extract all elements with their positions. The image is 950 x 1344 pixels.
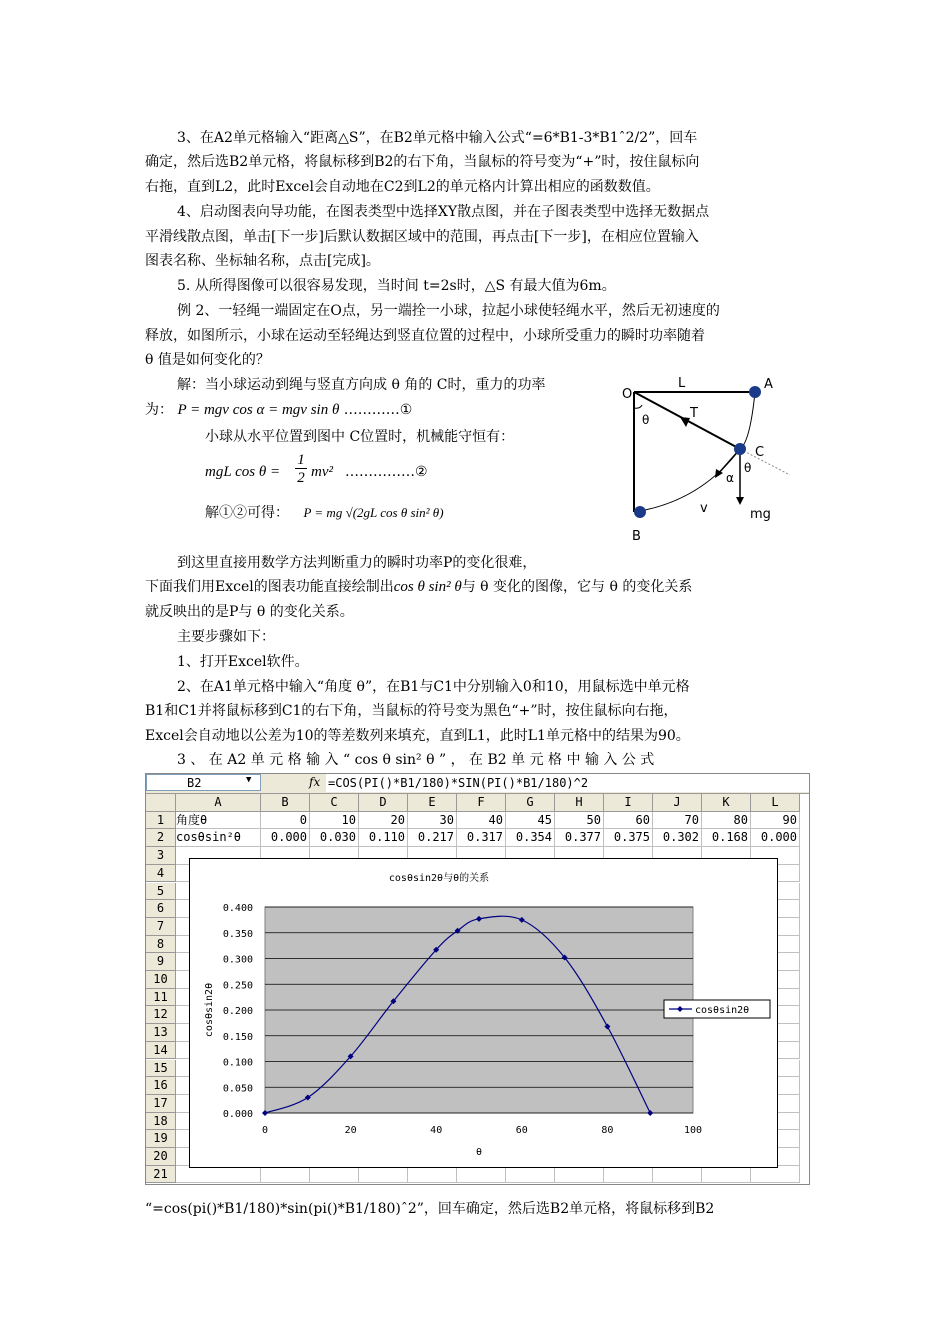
y-tick-label-4: 0.200	[222, 1006, 253, 1017]
row-header-15[interactable]: 15	[146, 1060, 176, 1078]
row-header-18[interactable]: 18	[146, 1113, 176, 1131]
label-b: B	[632, 529, 641, 544]
para-difficulty-line2	[145, 577, 692, 597]
row-header-20[interactable]: 20	[146, 1148, 176, 1166]
x-tick-label-1: 20	[344, 1125, 357, 1136]
x-tick-label-4: 80	[601, 1125, 614, 1136]
y-tick-label-7: 0.350	[222, 928, 253, 940]
row-header-14[interactable]: 14	[146, 1042, 176, 1060]
column-header-K[interactable]: K	[702, 794, 751, 812]
label-a: A	[764, 377, 773, 392]
row-header-13[interactable]: 13	[146, 1024, 176, 1042]
column-header-B[interactable]: B	[261, 794, 310, 812]
cell-H2[interactable]: 0.377	[555, 829, 604, 847]
column-header-C[interactable]: C	[310, 794, 359, 812]
ball-a	[749, 386, 761, 398]
column-header-L[interactable]: L	[751, 794, 800, 812]
column-header-J[interactable]: J	[653, 794, 702, 812]
row-header-8[interactable]: 8	[146, 936, 176, 954]
para-s3-line1: 3 、 在 A2 单 元 格 输 入 “ cos θ sin² θ ” ， 在 B2 单 元 格 中 输 入 公 式	[177, 752, 655, 768]
cell-J2[interactable]: 0.302	[653, 829, 702, 847]
row-header-9[interactable]: 9	[146, 953, 176, 971]
y-tick-label-2: 0.100	[222, 1057, 253, 1069]
label-v: v	[700, 501, 708, 516]
formula-input[interactable]: =COS(PI()*B1/180)*SIN(PI()*B1/180)^2	[326, 774, 810, 792]
row-header-11[interactable]: 11	[146, 989, 176, 1007]
label-o: O	[622, 387, 633, 402]
row-header-16[interactable]: 16	[146, 1077, 176, 1095]
cell-C1[interactable]: 10	[310, 812, 359, 830]
row-header-21[interactable]: 21	[146, 1166, 176, 1184]
cell-K1[interactable]: 80	[702, 812, 751, 830]
gravity-arrowhead	[736, 497, 744, 505]
legend-label: cosθsin2θ	[695, 1005, 750, 1016]
ball-b	[634, 506, 646, 518]
x-tick-label-3: 60	[515, 1125, 528, 1136]
cell-I1[interactable]: 60	[604, 812, 653, 830]
ball-c	[734, 443, 746, 455]
name-box-dropdown-icon[interactable]: ▼	[246, 775, 252, 785]
para-step3-line2: 确定，然后选B2单元格，将鼠标移到B2的右下角，当鼠标的符号变为“+”时，按住鼠标向	[145, 154, 700, 170]
row-header-10[interactable]: 10	[146, 971, 176, 989]
y-tick-label-0: 0.000	[222, 1109, 253, 1120]
row-header-17[interactable]: 17	[146, 1095, 176, 1113]
para-s2-line3: Excel会自动地以公差为10的等差数列来填充，直到L1，此时L1单元格中的结果为90。	[145, 728, 690, 744]
para-s3-line2: “=cos(pi()*B1/180)*sin(pi()*B1/180)ˆ2”，回车确定，然后选B2单元格，将鼠标移到B2	[145, 1201, 715, 1217]
chart-area[interactable]	[189, 858, 778, 1168]
equation-2-marker: ……………②	[345, 464, 428, 480]
equation-3: P = mg √(2gL cos θ sin² θ)	[303, 505, 444, 520]
row-header-1[interactable]: 1	[146, 812, 176, 830]
x-tick-label-5: 100	[683, 1125, 703, 1136]
para-step5: 5. 从所得图像可以很容易发现，当时间 t=2s时，△S 有最大值为6m。	[177, 278, 616, 294]
theta-arc	[634, 405, 642, 408]
para-step4-line2: 平滑线散点图，单击[下一步]后默认数据区域中的范围，再点击[下一步]，在相应位置输入	[145, 229, 699, 245]
row-header-12[interactable]: 12	[146, 1006, 176, 1024]
para-example2-line1: 例 2、一轻绳一端固定在O点，另一端拴一小球，拉起小球使轻绳水平，然后无初速度的	[177, 303, 720, 319]
y-tick-label-3: 0.150	[222, 1031, 253, 1043]
y-tick-label-5: 0.250	[222, 980, 253, 992]
para-difficulty-line1: 到这里直接用数学方法判断重力的瞬时功率P的变化很难，	[177, 555, 537, 571]
cell-C2[interactable]: 0.030	[310, 829, 359, 847]
column-header-A[interactable]: A	[176, 794, 261, 812]
para-s2-line1: 2、在A1单元格中输入“角度 θ”，在B1与C1中分别输入0和10，用鼠标选中单元格	[177, 679, 690, 695]
row-header-5[interactable]: 5	[146, 883, 176, 901]
cell-K2[interactable]: 0.168	[702, 829, 751, 847]
label-theta-top: θ	[642, 413, 650, 427]
select-all-corner[interactable]	[146, 794, 176, 812]
cell-F2[interactable]: 0.317	[457, 829, 506, 847]
pendulum-diagram	[620, 372, 810, 547]
cell-E2[interactable]: 0.217	[408, 829, 457, 847]
para-energy: 小球从水平位置到图中 C位置时，机械能守恒有：	[205, 429, 515, 445]
cell-A2[interactable]: cosθsin²θ	[176, 829, 261, 847]
row-header-19[interactable]: 19	[146, 1130, 176, 1148]
difficulty-text-b: 与 θ 变化的图像，它与 θ 的变化关系	[461, 579, 693, 595]
label-theta-c: θ	[744, 461, 752, 475]
solve-text: 解①②可得：	[205, 505, 289, 521]
para-s1: 1、打开Excel软件。	[177, 654, 309, 670]
cell-L2[interactable]: 0.000	[751, 829, 800, 847]
para-s2-line2: B1和C1并将鼠标移到C1的右下角，当鼠标的符号变为黑色“+”时，按住鼠标向右拖，	[145, 703, 678, 719]
y-axis-label: cosθsin2θ	[204, 982, 215, 1038]
equation-1: P = mgv cos α = mgv sin θ	[177, 402, 340, 418]
column-header-I[interactable]: I	[604, 794, 653, 812]
row-header-7[interactable]: 7	[146, 918, 176, 936]
cell-F1[interactable]: 40	[457, 812, 506, 830]
cell-B2[interactable]: 0.000	[261, 829, 310, 847]
equation-1-marker: …………①	[343, 402, 413, 418]
column-header-H[interactable]: H	[555, 794, 604, 812]
cell-I2[interactable]: 0.375	[604, 829, 653, 847]
equation-2-denominator: 2	[297, 470, 305, 486]
formula-bar	[146, 774, 809, 794]
cell-D1[interactable]: 20	[359, 812, 408, 830]
chart-svg	[190, 859, 777, 1167]
para-solution-line2	[145, 400, 412, 420]
row-header-2[interactable]: 2	[146, 829, 176, 847]
solution-prefix: 为：	[145, 402, 173, 418]
row-header-4[interactable]: 4	[146, 865, 176, 883]
x-axis-label: θ	[475, 1147, 483, 1158]
column-header-F[interactable]: F	[457, 794, 506, 812]
x-tick-label-2: 40	[430, 1125, 443, 1136]
y-tick-label-6: 0.300	[222, 954, 253, 966]
equation-2-left: mgL cos θ =	[205, 464, 281, 480]
y-tick-label-1: 0.050	[222, 1083, 253, 1095]
column-header-E[interactable]: E	[408, 794, 457, 812]
y-tick-label-8: 0.400	[222, 903, 253, 914]
cell-B1[interactable]: 0	[261, 812, 310, 830]
para-solve	[205, 503, 444, 523]
cell-J1[interactable]: 70	[653, 812, 702, 830]
label-alpha: α	[726, 471, 734, 485]
column-header-G[interactable]: G	[506, 794, 555, 812]
para-steps-heading: 主要步骤如下：	[177, 629, 275, 645]
chart-title: cosθsin2θ与θ的关系	[388, 873, 490, 884]
para-step4-line3: 图表名称、坐标轴名称，点击[完成]。	[145, 253, 380, 269]
para-example2-line3: θ 值是如何变化的？	[145, 352, 270, 368]
cell-G1[interactable]: 45	[506, 812, 555, 830]
para-difficulty-line3: 就反映出的是P与 θ 的变化关系。	[145, 604, 354, 620]
fx-icon[interactable]: fx	[309, 775, 321, 789]
cell-E1[interactable]: 30	[408, 812, 457, 830]
label-l: L	[678, 376, 686, 391]
cell-H1[interactable]: 50	[555, 812, 604, 830]
cell-D2[interactable]: 0.110	[359, 829, 408, 847]
cell-G2[interactable]: 0.354	[506, 829, 555, 847]
row-header-3[interactable]: 3	[146, 847, 176, 865]
equation-2-right: mv²	[311, 464, 333, 480]
para-solution-line1: 解：当小球运动到绳与竖直方向成 θ 角的 C时，重力的功率	[177, 377, 546, 393]
para-step4-line1: 4、启动图表向导功能，在图表类型中选择XY散点图，并在子图表类型中选择无数据点	[177, 204, 710, 220]
para-example2-line2: 释放，如图所示，小球在运动至轻绳达到竖直位置的过程中，小球所受重力的瞬时功率随着	[145, 328, 705, 344]
difficulty-math: cos θ sin² θ	[393, 579, 462, 595]
x-tick-label-0: 0	[261, 1125, 269, 1136]
row-header-6[interactable]: 6	[146, 900, 176, 918]
cell-L1[interactable]: 90	[751, 812, 800, 830]
excel-sheet	[145, 773, 810, 1185]
label-c: C	[755, 445, 765, 460]
label-t: T	[690, 406, 698, 421]
name-box[interactable]: B2	[146, 774, 261, 791]
column-header-D[interactable]: D	[359, 794, 408, 812]
difficulty-text-a: 下面我们用Excel的图表功能直接绘制出	[145, 579, 394, 595]
para-step3-line1: 3、在A2单元格输入“距离△S”，在B2单元格中输入公式“=6*B1-3*B1ˆ2/2”，回车	[177, 130, 698, 146]
equation-2-numerator: 1	[295, 452, 307, 469]
label-mg: mg	[750, 507, 771, 522]
para-step3-line3: 右拖，直到L2，此时Excel会自动地在C2到L2的单元格内计算出相应的函数数值。	[145, 179, 660, 195]
cell-A1[interactable]: 角度θ	[176, 812, 261, 830]
